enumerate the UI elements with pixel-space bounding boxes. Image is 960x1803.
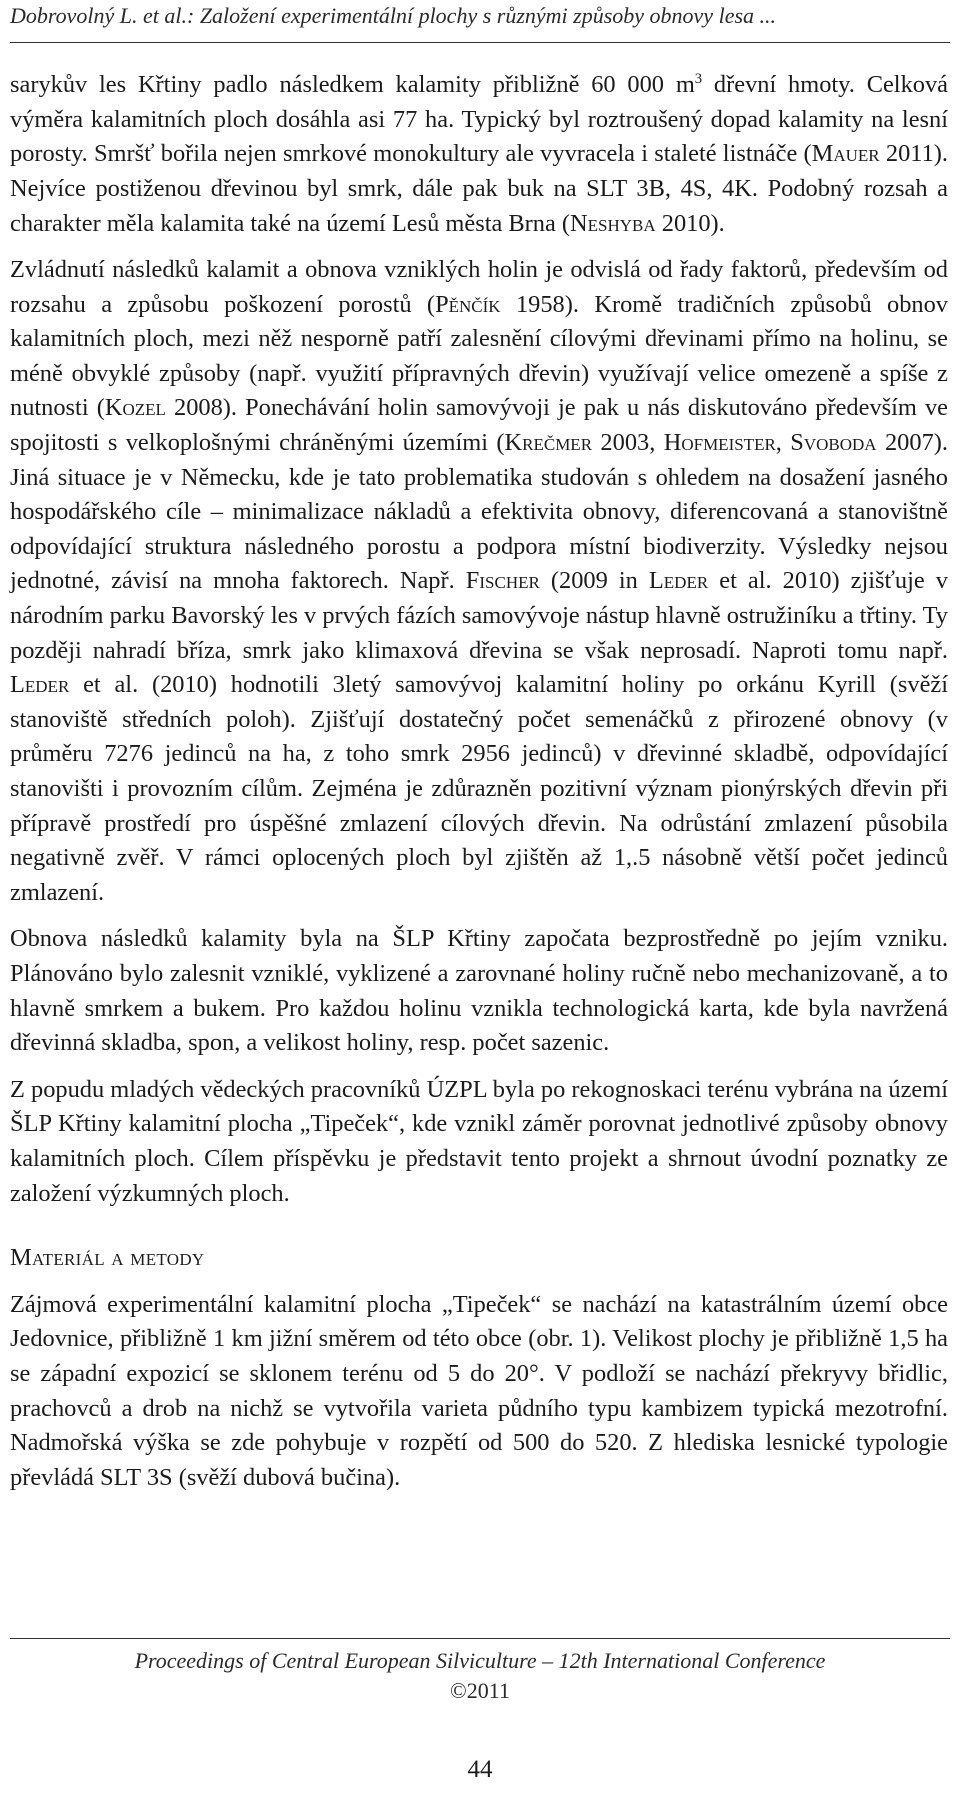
paragraph-kalamita — [10, 62, 948, 241]
superscript: 3 — [694, 71, 703, 87]
footer-conference: Proceedings of Central European Silviculture – 12th International Conference — [134, 1648, 826, 1673]
text-run: sarykův les Křtiny padlo následkem kalamity přibližně 60 000 m — [10, 71, 695, 99]
header-rule — [10, 42, 950, 43]
footer-copyright: ©2011 — [450, 1678, 510, 1703]
author-name: Leder — [648, 567, 709, 595]
author-name: Leder — [10, 671, 70, 699]
author-name: Fischer — [465, 567, 540, 595]
section-heading: Materiál a metody — [10, 1244, 205, 1272]
body-text — [10, 62, 948, 1507]
author-name: Svoboda — [790, 429, 877, 457]
paragraph-obnova — [10, 922, 948, 1060]
text-run: 2008). Ponechávání holin samovývoji je pak u nás diskutováno především ve spojitosti s velkoplošnými chráněnými územími ( — [10, 394, 949, 457]
text-run: , — [775, 429, 791, 457]
text-run: 1958). Kromě tradičních způsobů obnov kalamitních ploch, mezi něž nesporně patří zalesnění cílovými dřevinami přímo na holinu, se méně obvyklé způsoby (např. využití přípravných dřevin) využívají velice omezeně a spíše z nutnosti ( — [10, 290, 948, 422]
text-run: 2010). — [655, 209, 725, 237]
author-name: Mauer — [811, 140, 880, 168]
text-run: Obnova následků kalamity byla na ŠLP Křtiny započata bezprostředně po jejím vzniku. Plánováno bylo zalesnit vzniklé, vyklizené a zarovnané holiny ručně nebo mechanizovaně, a to hlavně smrkem a bukem. Pro každou holinu vznikla technologická karta, kde byla navržená dřevinná skladba, spon, a velikost holiny, resp. počet sazenic. — [10, 925, 948, 1057]
author-name: Krečmer — [504, 429, 593, 457]
running-header: Dobrovolný L. et al.: Založení experimentální plochy s různými způsoby obnovy lesa ... — [10, 3, 777, 28]
author-name: Pěnčík — [435, 290, 501, 318]
author-name: Neshyba — [570, 209, 656, 237]
text-run: dřevní hmoty. Celková výměra kalamitních ploch dosáhla asi 77 ha. Typický byl roztroušený dopad kalamity na lesní porosty. Smršť bořila nejen smrkové monokultury ale vyvracela i staleté listnáče ( — [10, 71, 948, 168]
author-name: Kozel — [104, 394, 166, 422]
paragraph-zvladnuti — [10, 253, 948, 910]
text-run: Z popudu mladých vědeckých pracovníků ÚZPL byla po rekognoskaci terénu vybrána na území ŠLP Křtiny kalamitní plocha „Tipeček“, kde vznikl záměr porovnat jednotlivé způsoby obnovy kalamitních ploch. Cílem příspěvku je představit tento projekt a shrnout úvodní poznatky ze založení výzkumných ploch. — [10, 1075, 948, 1207]
text-run: 2011). Nejvíce postiženou dřevinou byl smrk, dále pak buk na SLT 3B, 4S, 4K. Podobný rozsah a charakter měla kalamita také na území Lesů města Brna ( — [10, 140, 948, 237]
text-run: (2009 in — [539, 567, 649, 595]
footer-rule — [10, 1638, 950, 1639]
text-run: 2007). Jiná situace je v Německu, kde je tato problematika studován s ohledem na dosažení jasného hospodářského cíle – minimalizace nákladů a efektivita obnovy, diferencovaná a stanovištně odpovídající struktura následného porostu a podpora místní biodiverzity. Výsledky nejsou jednotné, závisí na mnoha faktorech. Např. — [10, 429, 948, 595]
text-run: Zvládnutí následků kalamit a obnova vzniklých holin je odvislá od řady faktorů, především od rozsahu a způsobu poškození porostů ( — [10, 256, 948, 318]
page-number: 44 — [467, 1756, 493, 1783]
text-run: et al. 2010) zjišťuje v národním parku Bavorský les v prvých fázích samovývoje nástup hlavně ostružiníku a třtiny. Ty později nahradí bříza, smrk jako klimaxová dřevina se však neprosadí. Naproti tomu např. — [10, 567, 948, 664]
author-name: Hofmeister — [663, 429, 776, 457]
text-run: et al. (2010) hodnotili 3letý samovývoj kalamitní holiny po orkánu Kyrill (svěží stanoviště středních poloh). Zjišťují dostatečný počet semenáčků z přirozené obnovy (v průměru 7276 jedinců na ha, z toho smrk 2956 jedinců) v dřevinné skladbě, odpovídající stanovišti i provozním cílům. Zejména je zdůrazněn pozitivní význam pionýrských dřevin při přípravě prostředí pro úspěšné zmlazení cílových dřevin. Na odrůstání zmlazení působila negativně zvěř. V rámci oplocených ploch byl zjištěn až 1,.5 násobně větší počet jedinců zmlazení. — [10, 671, 948, 906]
text-run: Zájmová experimentální kalamitní plocha „Tipeček“ se nachází na katastrálním území obce Jedovnice, přibližně 1 km jižní směrem od této obce (obr. 1). Velikost plochy je přibližně 1,5 ha se západní expozicí se sklonem terénu od 5 do 20°. V podloží se nachází překryvy břidlic, prachovců a drob na nichž se vytvořila varieta půdního typu kambizem typická mezotrofní. Nadmořská výška se zde pohybuje v rozpětí od 500 do 520. Z hlediska lesnické typologie převládá SLT 3S (svěží dubová bučina). — [10, 1290, 948, 1491]
text-run: 2003, — [592, 429, 664, 457]
paragraph-zpopudu — [10, 1073, 948, 1211]
paragraph-material — [10, 1288, 948, 1496]
